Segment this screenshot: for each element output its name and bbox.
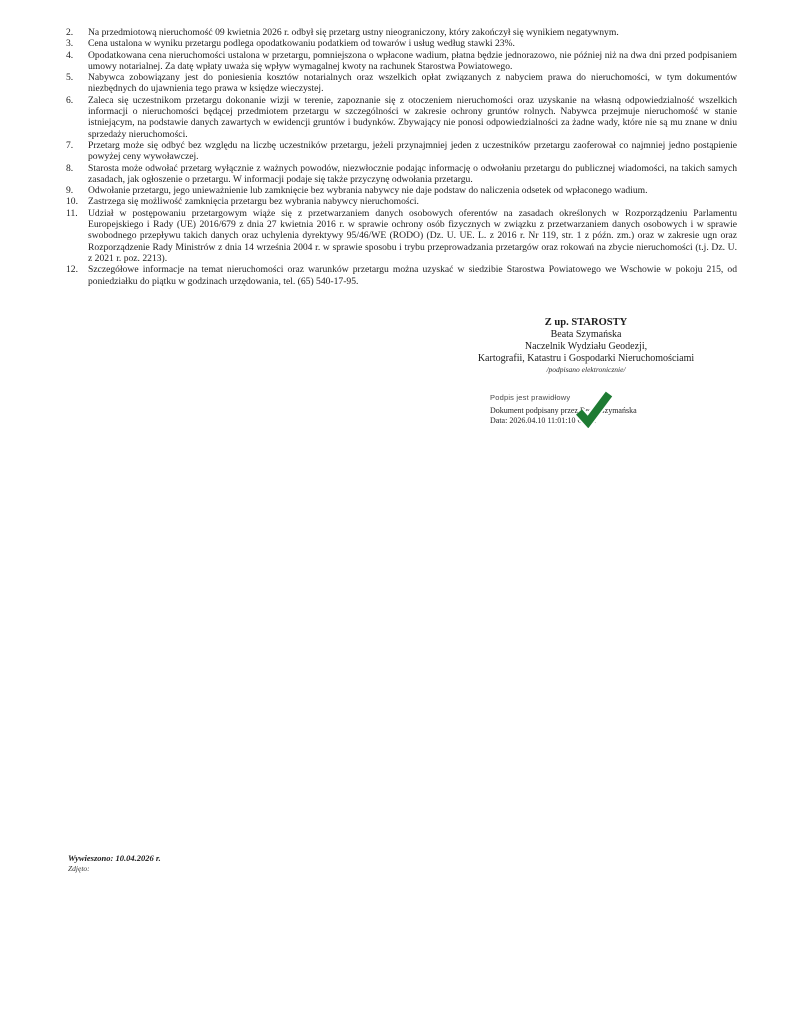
signature-valid-check-icon	[574, 390, 614, 428]
list-item	[66, 163, 737, 186]
signed-by-text: Dokument podpisany przez Beata Szymańska	[490, 406, 637, 415]
signatory-name: Beata Szymańska	[550, 329, 622, 340]
item-number: 11.	[66, 207, 78, 219]
item-number: 9.	[66, 185, 74, 197]
item-number: 12.	[66, 264, 78, 276]
item-number: 8.	[66, 162, 74, 174]
item-number: 10.	[66, 196, 78, 208]
item-number: 5.	[66, 72, 74, 84]
signature-block	[436, 317, 736, 375]
list-item	[66, 208, 737, 264]
item-text: Na przedmiotową nieruchomość 09 kwietnia 2026 r. odbył się przetarg ustny nieograniczony, który zakończył się wynikiem negatywnym.	[88, 27, 619, 38]
item-text: Nabywca zobowiązany jest do poniesienia kosztów notarialnych oraz wszelkich opłat związanych z nabyciem prawa do nieruchomości, w tym dokumentów niezbędnych do ujawnienia tego prawa w księdze wieczystej.	[88, 72, 737, 95]
list-item	[66, 50, 737, 73]
item-text: Zastrzega się możliwość zamknięcia przetargu bez wybrania nabywcy nieruchomości.	[88, 196, 419, 208]
signature-validity-text: Podpis jest prawidłowy	[490, 393, 571, 402]
terms-list	[66, 27, 737, 287]
signatory-title-line1: Naczelnik Wydziału Geodezji,	[524, 341, 648, 352]
list-item	[66, 185, 737, 196]
list-item	[66, 38, 737, 49]
item-text: Opodatkowana cena nieruchomości ustalona w przetargu, pomniejszona o wpłacone wadium, płatna będzie jednorazowo, nie później niż na dwa dni przed podpisaniem umowy notarialnej. Za datę wpłaty uważa się wpływ wymagalnej kwoty na rachunek Starostwa Powiatowego.	[88, 49, 737, 72]
list-item	[66, 264, 737, 287]
list-item	[66, 196, 737, 207]
item-text: Udział w postępowaniu przetargowym wiąże się z przetwarzaniem danych osobowych oferentów na zasadach określonych w Rozporządzeniu Parlamentu Europejskiego i Rady (UE) 2016/679 z dnia 27 kwietnia 2016 r. w sprawie ochrony osób fizycznych w związku z przetwarzaniem danych osobowych i w sprawie swobodnego przepływu takich danych oraz uchylenia dyrektywy 95/46/WE (RODO) (Dz. U. UE. L. z 2016 r. Nr 119, str. 1 z późn. zm.) oraz w zakresie ugn oraz Rozporządzenie Rady Ministrów z dnia 14 września 2004 r. w sprawie sposobu i trybu przeprowadzania przetargów oraz rokowań na zbycie nieruchomości (t.j. Dz. U. z 2021 r. poz. 2213).	[88, 207, 737, 264]
list-item	[66, 140, 737, 163]
signatory-title-line2: Kartografii, Katastru i Gospodarki Nieruchomościami	[477, 353, 695, 364]
list-item	[66, 95, 737, 140]
item-text: Zaleca się uczestnikom przetargu dokonanie wizji w terenie, zapoznanie się z otoczeniem nieruchomości oraz uzyskanie na własną odpowiedzialność wszelkich informacji o nieruchomości będącej przedmiotem przetargu w szczególności w zakresie ochrony gruntów rolnych. Nabywca przejmuje nieruchomość w stanie istniejącym, na podstawie danych zawartych w ewidencji gruntów i budynków. Zbywający nie ponosi odpowiedzialności za żadne wady, które nie są mu znane w dniu sprzedaży nieruchomości.	[88, 94, 737, 140]
removed-date-text: Zdjęto:	[68, 864, 90, 873]
list-item	[66, 27, 737, 38]
item-text: Szczegółowe informacje na temat nieruchomości oraz warunków przetargu można uzyskać w siedzibie Starostwa Powiatowego we Wschowie w pokoju 215, od poniedziałku do piątku w godzinach urzędowania, tel. (65) 540-17-95.	[88, 264, 737, 287]
item-number: 7.	[66, 139, 74, 151]
item-number: 3.	[66, 38, 74, 50]
posted-date-text: Wywieszono: 10.04.2026 r.	[68, 853, 161, 863]
electronic-signature-note: /podpisano elektronicznie/	[546, 365, 626, 374]
list-item	[66, 72, 737, 95]
item-text: Cena ustalona w wyniku przetargu podlega opodatkowaniu podatkiem od towarów i usług według stawki 23%.	[88, 38, 515, 50]
item-text: Przetarg może się odbyć bez względu na liczbę uczestników przetargu, jeżeli przynajmniej jeden z uczestników przetargu zaoferował co najmniej jedno postąpienie powyżej ceny wywoławczej.	[88, 139, 737, 163]
item-text: Odwołanie przetargu, jego unieważnienie lub zamknięcie bez wybrania nabywcy nie daje podstaw do naliczenia odsetek od wpłaconego wadium.	[88, 185, 648, 197]
item-number: 4.	[66, 49, 74, 61]
item-number: 2.	[66, 27, 74, 38]
item-text: Starosta może odwołać przetarg wyłącznie z ważnych powodów, niezwłocznie podając informację o odwołaniu przetargu do publicznej wiadomości, na takich samych zasadach, jak ogłoszenie o przetargu. W informacji podaje się także przyczynę odwołania przetargu.	[88, 162, 737, 185]
digital-signature-stamp	[490, 393, 700, 425]
posting-note	[68, 853, 161, 873]
item-number: 6.	[66, 94, 74, 106]
signature-authority: Z up. STAROSTY	[544, 317, 628, 328]
signature-date-text: Data: 2026.04.10 11:01:10 CEST	[490, 415, 598, 425]
